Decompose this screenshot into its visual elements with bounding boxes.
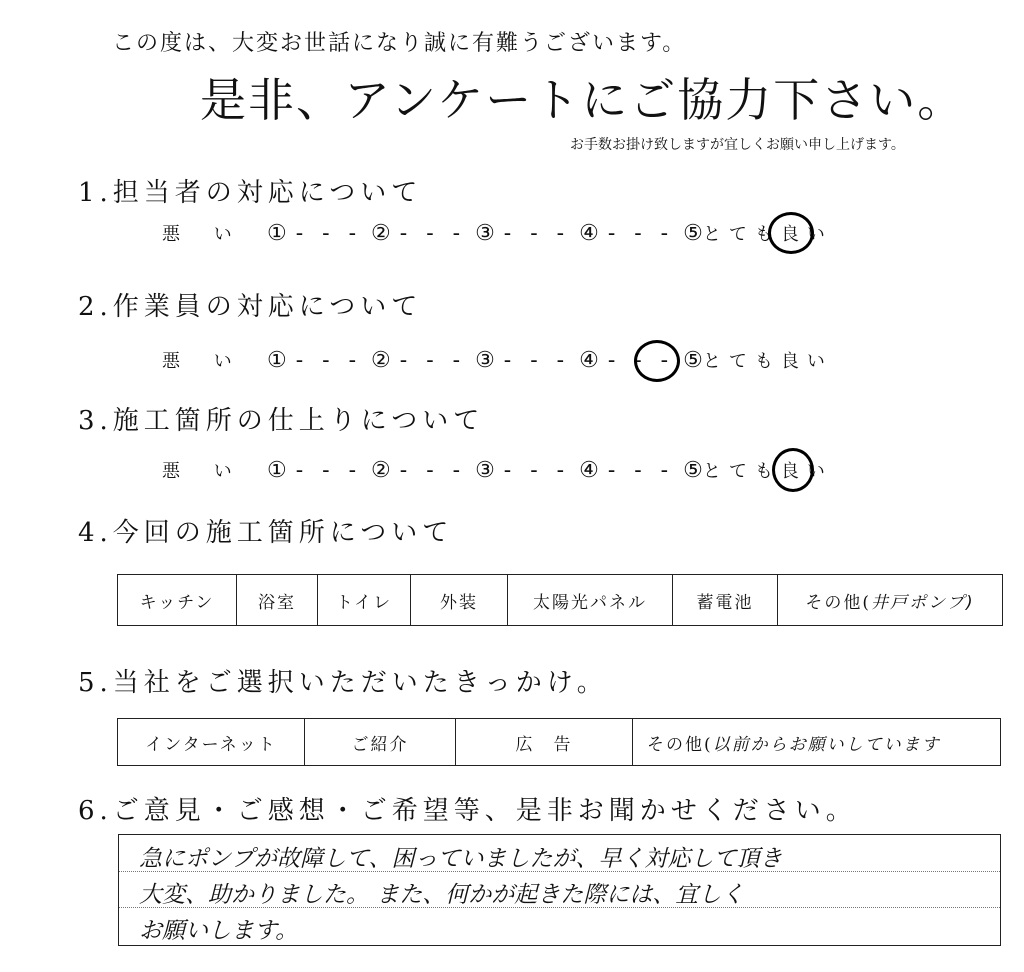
- q4-option-solar-panel[interactable]: 太陽光パネル: [508, 575, 673, 626]
- scale-dash: - - -: [607, 221, 675, 246]
- q4-other-label: その他(: [805, 592, 871, 613]
- scale-dash: - - -: [399, 221, 467, 246]
- scale-low-label: 悪 い: [162, 461, 246, 482]
- scale-low-label: 悪 い: [162, 351, 246, 372]
- scale-dash: - - -: [399, 348, 467, 373]
- question-1-scale: [162, 220, 833, 246]
- selection-circle-q2: [634, 340, 680, 382]
- scale-option-3[interactable]: ③: [475, 348, 495, 373]
- comment-line-2: 大変、助かりました。 また、何かが起きた際には、宜しく: [139, 882, 745, 908]
- scale-dash: - - -: [607, 348, 675, 373]
- comment-box[interactable]: [118, 834, 1001, 946]
- scale-dash: - - -: [295, 458, 363, 483]
- q4-option-toilet[interactable]: トイレ: [318, 575, 411, 626]
- scale-option-4[interactable]: ④: [579, 348, 599, 373]
- question-4-label: 4.今回の施工箇所について: [78, 518, 454, 548]
- q5-option-other[interactable]: [633, 719, 1001, 766]
- q4-option-battery[interactable]: 蓄電池: [673, 575, 778, 626]
- q5-other-handwritten: 以前からお願いしています: [712, 734, 941, 755]
- selection-circle-q1: [768, 212, 814, 254]
- scale-dash: - - -: [295, 221, 363, 246]
- q4-other-handwritten: 井戸ポンプ): [871, 592, 975, 613]
- scale-option-2[interactable]: ②: [371, 221, 391, 246]
- question-1-label: 1.担当者の対応について: [78, 178, 423, 208]
- scale-option-2[interactable]: ②: [371, 458, 391, 483]
- greeting: この度は、大変お世話になり誠に有難うございます。: [112, 31, 687, 56]
- q5-options-table: [117, 718, 1001, 766]
- page-title: 是非、アンケートにご協力下さい。: [200, 73, 966, 127]
- scale-option-5[interactable]: ⑤: [683, 458, 703, 483]
- scale-high-label: とても良い: [702, 224, 833, 245]
- q5-other-label: その他(: [647, 734, 713, 755]
- q4-option-kitchen[interactable]: キッチン: [118, 575, 237, 626]
- q4-option-exterior[interactable]: 外装: [411, 575, 508, 626]
- scale-low-label: 悪 い: [162, 224, 246, 245]
- scale-option-3[interactable]: ③: [475, 458, 495, 483]
- scale-dash: - - -: [295, 348, 363, 373]
- question-2-scale: [162, 347, 833, 373]
- scale-dash: - - -: [607, 458, 675, 483]
- scale-option-5[interactable]: ⑤: [683, 221, 703, 246]
- scale-option-1[interactable]: ①: [267, 221, 287, 246]
- scale-option-1[interactable]: ①: [267, 348, 287, 373]
- question-5-label: 5.当社をご選択いただいたきっかけ。: [78, 668, 608, 698]
- scale-high-label: とても良い: [702, 461, 833, 482]
- scale-high-label: とても良い: [702, 351, 833, 372]
- scale-dash: - - -: [503, 348, 571, 373]
- scale-option-4[interactable]: ④: [579, 458, 599, 483]
- q5-option-advertisement[interactable]: 広 告: [456, 719, 633, 766]
- comment-line-3: お願いします。: [139, 918, 299, 944]
- question-6-label: 6.ご意見・ご感想・ご希望等、是非お聞かせください。: [78, 796, 857, 826]
- scale-option-2[interactable]: ②: [371, 348, 391, 373]
- scale-option-5[interactable]: ⑤: [683, 348, 703, 373]
- question-3-label: 3.施工箇所の仕上りについて: [78, 406, 485, 436]
- scale-dash: - - -: [503, 221, 571, 246]
- q4-options-table: [117, 574, 1003, 626]
- selection-circle-q3: [772, 448, 814, 492]
- comment-line-1: 急にポンプが故障して、困っていましたが、早く対応して頂き: [139, 846, 783, 872]
- scale-option-4[interactable]: ④: [579, 221, 599, 246]
- scale-dash: - - -: [399, 458, 467, 483]
- scale-option-3[interactable]: ③: [475, 221, 495, 246]
- scale-dash: - - -: [503, 458, 571, 483]
- q5-option-referral[interactable]: ご紹介: [305, 719, 456, 766]
- q4-option-other[interactable]: [778, 575, 1003, 626]
- question-3-scale: [162, 457, 833, 483]
- header-note: お手数お掛け致しますが宜しくお願い申し上げます。: [570, 137, 905, 153]
- q5-option-internet[interactable]: インターネット: [118, 719, 305, 766]
- question-2-label: 2.作業員の対応について: [78, 292, 423, 322]
- scale-option-1[interactable]: ①: [267, 458, 287, 483]
- q4-option-bathroom[interactable]: 浴室: [237, 575, 318, 626]
